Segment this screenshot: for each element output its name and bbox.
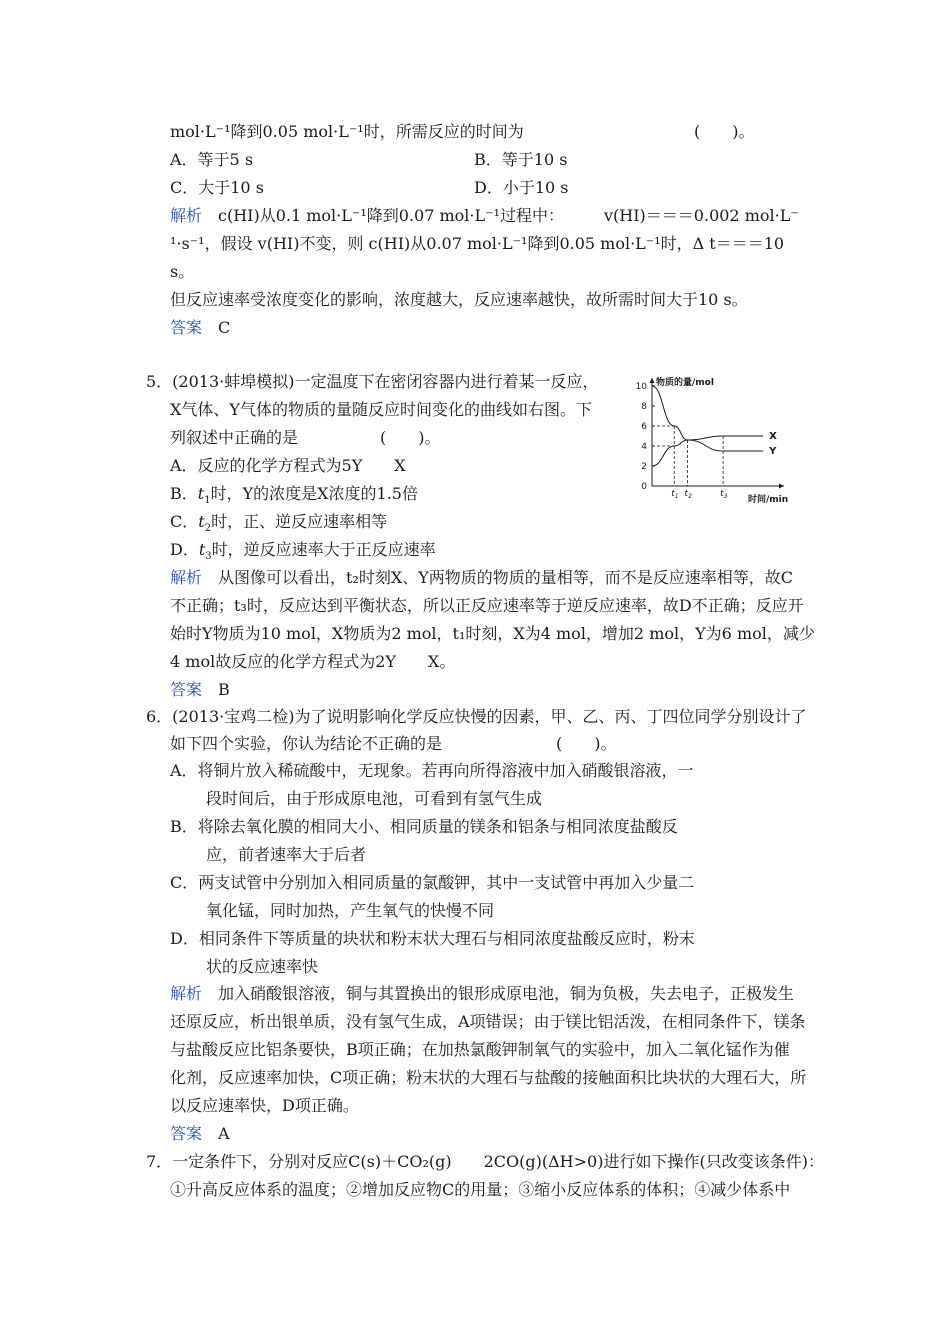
q6-analysis-line-5: 以反应速率快，D项正确。 (170, 1096, 359, 1115)
q6-option-d-line-1: D．相同条件下等质量的块状和粉末状大理石与相同浓度盐酸反应时，粉末 (170, 929, 695, 948)
amount-vs-time-chart (628, 364, 798, 504)
q5-analysis-line-3: 始时Y物质为10 mol，X物质为2 mol，t₁时刻，X为4 mol，增加2 mol，Y为6 mol，减少 (170, 624, 815, 643)
q4-analysis-label: 解析 (170, 206, 203, 225)
q5-stem-line-1: 5．(2013·蚌埠模拟)一定温度下在密闭容器内进行着某一反应， (146, 372, 599, 391)
y-tick-label: 4 (641, 442, 647, 452)
q4-analysis-line-1a: c(HI)从0.1 mol·L⁻¹降到0.07 mol·L⁻¹过程中： (218, 206, 564, 225)
q5-stem-line-2: X气体、Y气体的物质的量随反应时间变化的曲线如右图。下 (170, 400, 592, 419)
q4-analysis-line-3: s。 (170, 262, 195, 281)
y-axis-label: 物质的量/mol (656, 378, 714, 388)
q6-answer-paren: ( )。 (556, 734, 617, 753)
q5-analysis-line-2: 不正确；t₃时，反应达到平衡状态，所以正反应速率等于逆反应速率，故D不正确；反应开 (170, 596, 804, 615)
y-tick-label: 10 (635, 382, 647, 392)
q6-option-a-line-1: A．将铜片放入稀硫酸中，无现象。若再向所得溶液中加入硝酸银溶液，一 (170, 761, 694, 780)
q5-option-b: B．$t_1$时，Y的浓度是X浓度的1.5倍 (170, 484, 418, 507)
series-line-y (652, 386, 763, 451)
y-axis-arrow (650, 378, 655, 383)
q6-option-b-line-1: B．将除去氧化膜的相同大小、相同质量的镁条和铝条与相同浓度盐酸反 (170, 817, 678, 836)
q4-answer-paren: ( )。 (694, 122, 755, 141)
q6-answer-label: 答案 (170, 1124, 203, 1143)
q4-option-c: C．大于10 s (170, 178, 264, 197)
q6-analysis-line-2: 还原反应，析出银单质，没有氢气生成，A项错误；由于镁比铝活泼，在相同条件下，镁条 (170, 1012, 806, 1031)
q6-analysis-line-4: 化剂，反应速率加快，C项正确；粉末状的大理石与盐酸的接触面积比块状的大理石大，所 (170, 1068, 807, 1087)
q6-analysis-line-3: 与盐酸反应比铝条要快，B项正确；在加热氯酸钾制氧气的实验中，加入二氧化锰作为催 (170, 1040, 790, 1059)
q5-analysis-line-4: 4 mol故反应的化学方程式为2Y X。 (170, 652, 456, 671)
x-tick-label: $t_1$ (671, 489, 679, 500)
q4-answer-label: 答案 (170, 318, 203, 337)
q4-analysis-line-2: ¹·s⁻¹，假设 v(HI)不变，则 c(HI)从0.07 mol·L⁻¹降到0.05 mol·L⁻¹时，Δ t＝＝＝10 (170, 234, 785, 253)
q4-analysis-line-1b: v(HI)＝＝＝0.002 mol·L⁻ (604, 206, 799, 225)
series-label-y: Y (769, 446, 777, 457)
q6-option-d-line-2: 状的反应速率快 (206, 957, 319, 976)
q4-option-d: D．小于10 s (474, 178, 569, 197)
q7-stem-line-2: ①升高反应体系的温度；②增加反应物C的用量；③缩小反应体系的体积；④减少体系中 (170, 1180, 791, 1199)
q6-analysis-line-1: 加入硝酸银溶液，铜与其置换出的银形成原电池，铜为负极，失去电子，正极发生 (218, 984, 795, 1003)
q6-option-c-line-1: C．两支试管中分别加入相同质量的氯酸钾，其中一支试管中再加入少量二 (170, 873, 695, 892)
q4-analysis-line-4: 但反应速率受浓度变化的影响，浓度越大，反应速率越快，故所需时间大于10 s。 (170, 290, 748, 309)
q5-analysis-label: 解析 (170, 568, 203, 587)
q5-option-c: C．$t_2$时，正、逆反应速率相等 (170, 512, 388, 535)
y-tick-label: 0 (641, 482, 647, 492)
q6-answer-value: A (218, 1124, 230, 1143)
y-tick-label: 2 (641, 462, 647, 472)
q4-option-b: B．等于10 s (474, 150, 568, 169)
series-label-x: X (769, 431, 777, 442)
x-tick-label: $t_2$ (684, 489, 692, 500)
q7-stem-line-1: 7．一定条件下，分别对反应C(s)＋CO₂(g) 2CO(g)(ΔH>0)进行如下操作(只改变该条件)： (146, 1152, 824, 1171)
q4-option-a: A．等于5 s (170, 150, 254, 169)
q4-stem-line: mol·L⁻¹降到0.05 mol·L⁻¹时，所需反应的时间为 (170, 122, 524, 141)
q6-analysis-label: 解析 (170, 984, 203, 1003)
q5-option-a: A．反应的化学方程式为5Y X (170, 456, 406, 475)
y-tick-label: 6 (641, 422, 647, 432)
x-tick-label: $t_3$ (720, 489, 728, 500)
q6-stem-line-1: 6．(2013·宝鸡二检)为了说明影响化学反应快慢的因素，甲、乙、丙、丁四位同学分别设计了 (146, 707, 807, 726)
q6-option-a-line-2: 段时间后，由于形成原电池，可看到有氢气生成 (206, 789, 543, 808)
q5-answer-value: B (218, 680, 230, 699)
x-axis-arrow (779, 484, 784, 489)
q4-answer-value: C (218, 318, 231, 337)
q6-option-b-line-2: 应，前者速率大于后者 (206, 845, 367, 864)
q5-option-d: D．$t_3$时，逆反应速率大于正反应速率 (170, 540, 436, 563)
q5-answer-label: 答案 (170, 680, 203, 699)
x-axis-label: 时间/min (748, 495, 789, 504)
q6-option-c-line-2: 氧化锰，同时加热，产生氧气的快慢不同 (206, 901, 495, 920)
y-tick-label: 8 (641, 402, 647, 412)
q5-stem-line-3: 列叙述中正确的是 (170, 428, 299, 447)
q5-analysis-line-1: 从图像可以看出，t₂时刻X、Y两物质的物质的量相等，而不是反应速率相等，故C (218, 568, 794, 587)
q6-stem-line-2: 如下四个实验，你认为结论不正确的是 (170, 734, 443, 753)
q5-answer-paren: ( )。 (380, 428, 441, 447)
